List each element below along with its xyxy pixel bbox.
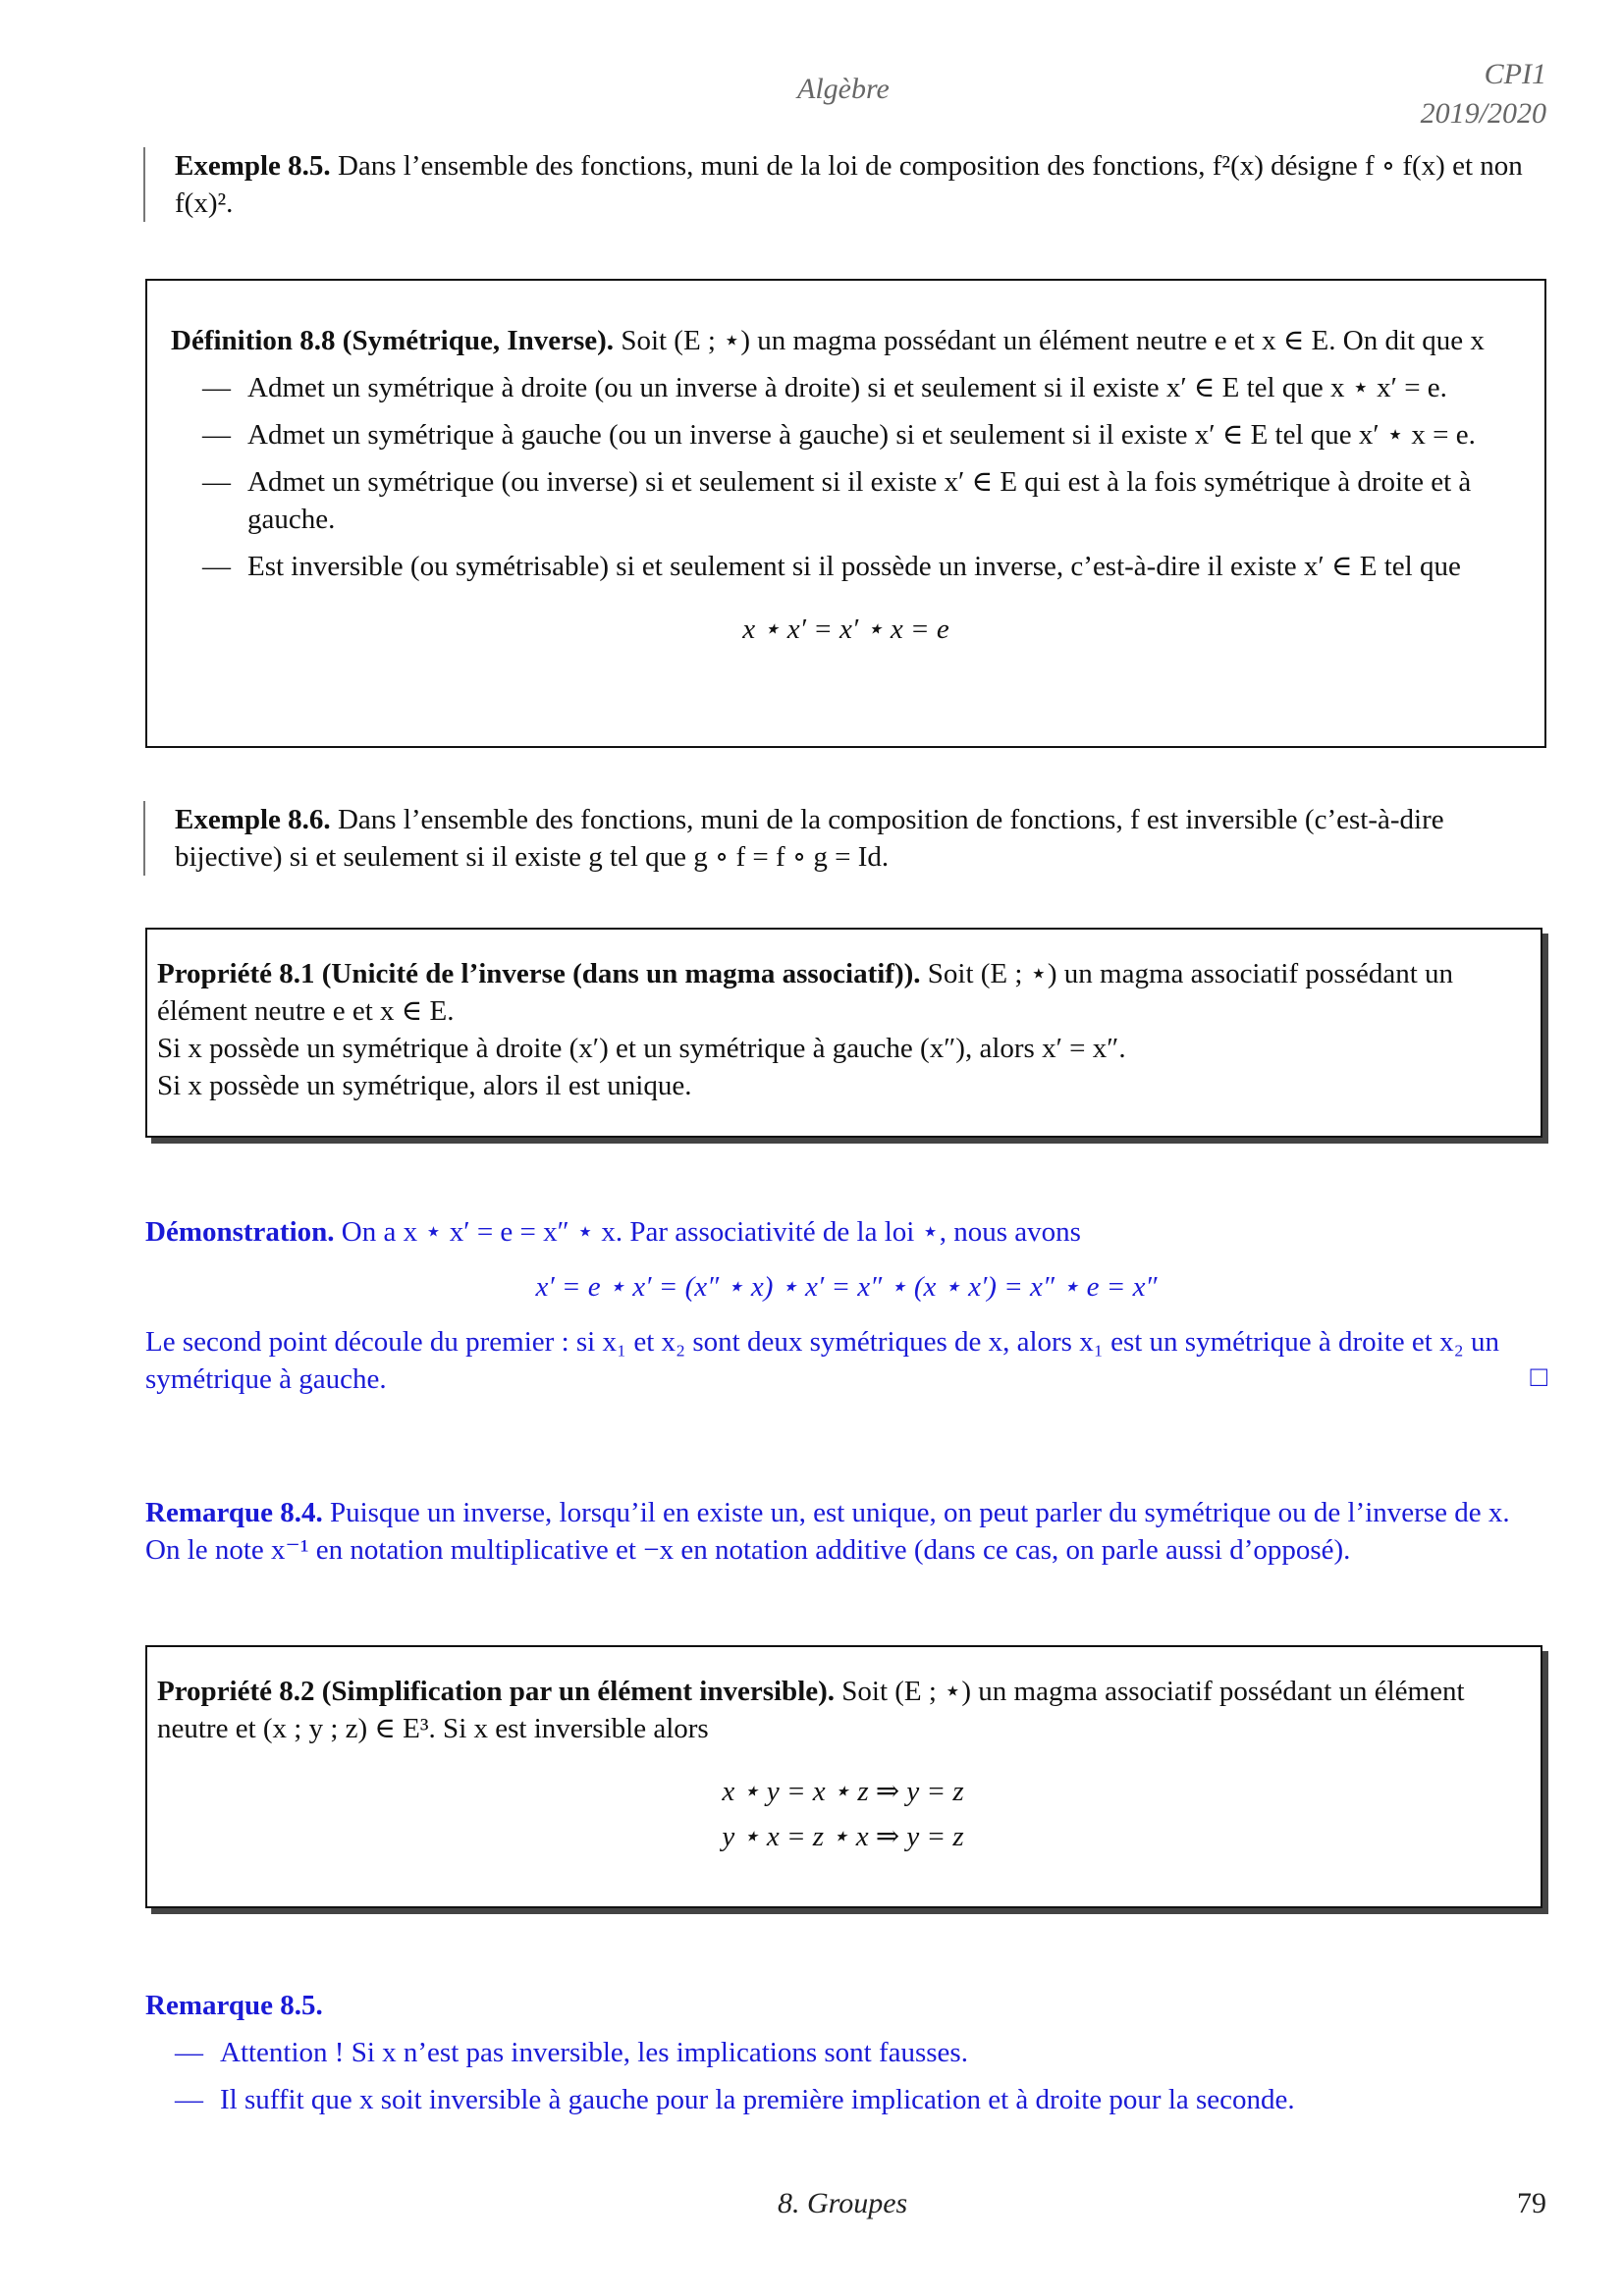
- header-year: 2019/2020: [1420, 97, 1546, 130]
- property-8-2-box: [145, 1645, 1542, 1908]
- definition-item: — Admet un symétrique (ou inverse) si et seulement si il existe x′ ∈ E qui est à la fois symétrique à droite et à gauche.: [202, 466, 1472, 535]
- definition-intro-text: Soit (E ; ⋆) un magma possédant un élément neutre e et x ∈ E. On dit que x: [621, 325, 1485, 356]
- example-label: Exemple 8.5.: [175, 150, 331, 182]
- definition-item: — Admet un symétrique à droite (ou un inverse à droite) si et seulement si il existe x′ ∈ E tel que x ⋆ x′ = e.: [202, 372, 1447, 403]
- demonstration: [145, 1213, 1547, 1398]
- remark-item: — Il suffit que x soit inversible à gauche pour la première implication et à droite pour la seconde.: [175, 2084, 1295, 2115]
- example-text: Dans l’ensemble des fonctions, muni de la loi de composition des fonctions, f²(x) désigne f ∘ f(x) et non f(x)².: [175, 150, 1523, 219]
- footer-chapter: 8. Groupes: [778, 2187, 908, 2219]
- definition-label: Définition 8.8 (Symétrique, Inverse).: [171, 325, 615, 356]
- definition-item: — Est inversible (ou symétrisable) si et seulement si il possède un inverse, c’est-à-dire il existe x′ ∈ E tel que: [202, 551, 1461, 582]
- qed-symbol: □: [1530, 1362, 1547, 1393]
- remark-label: Remarque 8.4.: [145, 1497, 323, 1528]
- property-line: Propriété 8.2 (Simplification par un élément inversible). Soit (E ; ⋆) un magma associatif possédant un élément neutre et (x ; y ; z) ∈ E³. Si x est inversible alors: [157, 1676, 1465, 1744]
- remark-8-4: [145, 1494, 1547, 1569]
- example-8-5: [143, 147, 1549, 222]
- property-label: Propriété 8.1 (Unicité de l’inverse (dans un magma associatif)).: [157, 958, 921, 989]
- definition-item: — Admet un symétrique à gauche (ou un inverse à gauche) si et seulement si il existe x′ ∈ E tel que x′ ⋆ x = e.: [202, 419, 1476, 451]
- page-number: 79: [1517, 2187, 1546, 2219]
- remark-item: — Attention ! Si x n’est pas inversible, les implications sont fausses.: [175, 2037, 968, 2068]
- property-line: Si x possède un symétrique à droite (x′) et un symétrique à gauche (x″), alors x′ = x″.: [157, 1033, 1126, 1064]
- example-8-6: [143, 801, 1549, 876]
- property-line: Si x possède un symétrique, alors il est unique.: [157, 1070, 692, 1101]
- remark-8-5: [145, 1987, 1547, 2118]
- header-course-info: [1421, 55, 1546, 133]
- header-course: CPI1: [1484, 58, 1546, 90]
- definition-formula: x ⋆ x′ = x′ ⋆ x = e: [742, 614, 949, 645]
- definition-list: [171, 369, 1521, 585]
- property-label: Propriété 8.2 (Simplification par un élément inversible).: [157, 1676, 836, 1707]
- running-header: Algèbre: [797, 73, 890, 105]
- demonstration-formula: x′ = e ⋆ x′ = (x″ ⋆ x) ⋆ x′ = x″ ⋆ (x ⋆ x′) = x″ ⋆ e = x″: [535, 1271, 1158, 1303]
- remark-label: Remarque 8.5.: [145, 1990, 323, 2021]
- remark-list: [145, 2034, 1547, 2118]
- demonstration-label: Démonstration.: [145, 1216, 335, 1248]
- demonstration-intro: Démonstration. On a x ⋆ x′ = e = x″ ⋆ x. Par associativité de la loi ⋆, nous avons: [145, 1216, 1081, 1248]
- example-label: Exemple 8.6.: [175, 804, 331, 835]
- property-formula: x ⋆ y = x ⋆ z ⇒ y = z: [722, 1776, 964, 1807]
- demonstration-second-point: Le second point découle du premier : si x₁ et x₂ sont deux symétriques de x, alors x₁ est un symétrique à droite et x₂ un symétrique à gauche. □: [145, 1326, 1547, 1395]
- definition-intro: [171, 322, 1521, 359]
- property-line: Propriété 8.1 (Unicité de l’inverse (dans un magma associatif)). Soit (E ; ⋆) un magma associatif possédant un élément neutre e et x ∈ E.: [157, 958, 1454, 1027]
- example-text: Dans l’ensemble des fonctions, muni de la composition de fonctions, f est inversible (c’est-à-dire bijective) si et seulement si il existe g tel que g ∘ f = f ∘ g = Id.: [175, 804, 1444, 873]
- property-8-1-box: [145, 928, 1542, 1138]
- definition-8-8-box: [145, 279, 1546, 748]
- property-formula: y ⋆ x = z ⋆ x ⇒ y = z: [722, 1821, 964, 1852]
- remark-text: Puisque un inverse, lorsqu’il en existe un, est unique, on peut parler du symétrique ou de l’inverse de x. On le note x⁻¹ en notation multiplicative et −x en notation additive (dans ce cas, on parle aussi d’opposé).: [145, 1497, 1510, 1566]
